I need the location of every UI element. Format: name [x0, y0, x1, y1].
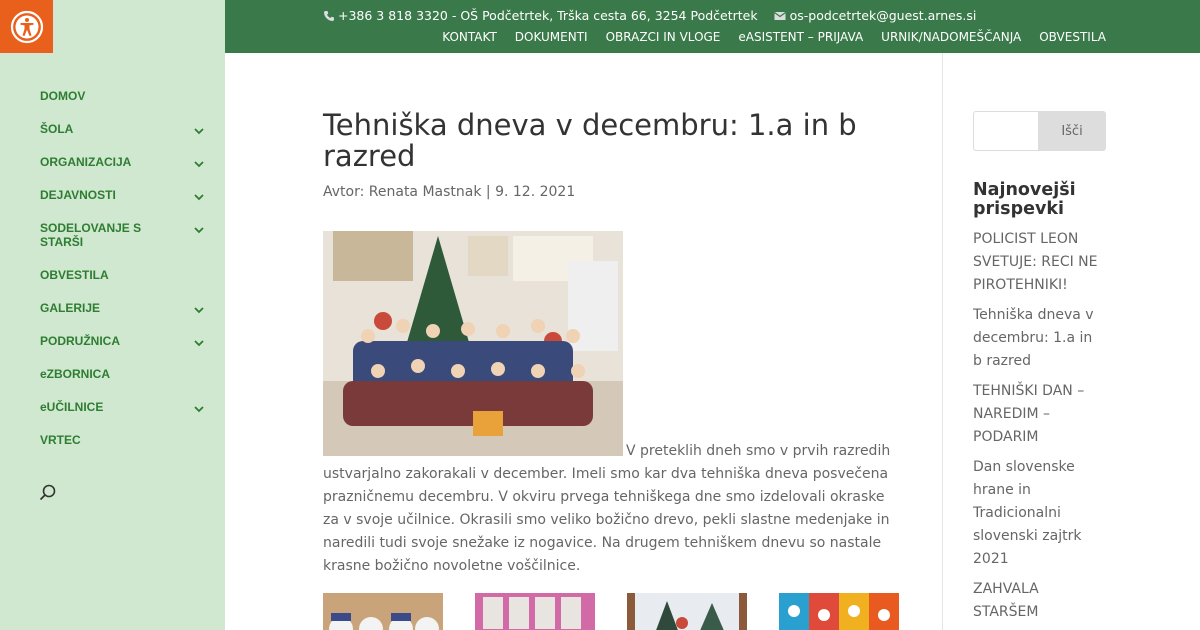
- nav-item-ezbornica[interactable]: [40, 367, 210, 400]
- recent-post-link[interactable]: POLICIST LEON SVETUJE: RECI NE PIROTEHNIKI!: [973, 231, 1098, 293]
- nav-item-sodelovanje[interactable]: [40, 221, 210, 268]
- contact-info: [323, 8, 976, 23]
- recent-post-link[interactable]: Dan slovenske hrane in Tradicionalni slovenski zajtrk 2021: [973, 459, 1082, 567]
- chevron-down-icon[interactable]: [194, 157, 204, 171]
- nav-item-label: OBVESTILA: [40, 268, 109, 282]
- nav-item-podruznica[interactable]: [40, 334, 210, 367]
- nav-item-dejavnosti[interactable]: [40, 188, 210, 221]
- nav-item-label: DOMOV: [40, 89, 86, 103]
- nav-item-label: DEJAVNOSTI: [40, 188, 116, 202]
- nav-item-galerije[interactable]: [40, 301, 210, 334]
- gallery: [323, 593, 899, 630]
- post-body: V preteklih dneh smo v prvih razredih ustvarjalno zakorakali v december. Imeli smo kar dva tehniška dneva posvečena prazničnemu decembru. V okviru prvega tehniškega dne smo izdelovali okraske za v svoje učilnice. Okrasili smo veliko božično drevo, pekli slastne medenjake in naredili tudi svoje snežake iz nogavice. Na drugem tehniškem dnevu so nastale krasne božično novoletne voščilnice.: [323, 443, 891, 574]
- search-input[interactable]: [973, 111, 1038, 151]
- accessibility-button[interactable]: [0, 0, 53, 53]
- main-nav: [40, 89, 210, 466]
- nav-item-label: VRTEC: [40, 433, 81, 447]
- search-form: [973, 111, 1106, 151]
- nav-item-label: SODELOVANJE S STARŠI: [40, 221, 142, 249]
- post-meta: [323, 184, 903, 200]
- nav-item-sola[interactable]: [40, 122, 210, 155]
- email-link[interactable]: os-podcetrtek@guest.arnes.si: [789, 8, 977, 23]
- envelope-icon: [774, 11, 786, 21]
- top-header: [225, 0, 1200, 53]
- topnav-kontakt[interactable]: KONTAKT: [442, 30, 497, 44]
- recent-post-link[interactable]: ZAHVALA STARŠEM: [973, 581, 1039, 620]
- top-nav: [442, 30, 1106, 44]
- recent-posts-list: [973, 228, 1103, 630]
- post-date: 9. 12. 2021: [495, 184, 576, 200]
- topnav-easistent[interactable]: eASISTENT – PRIJAVA: [738, 30, 864, 44]
- nav-item-organizacija[interactable]: [40, 155, 210, 188]
- recent-post-link[interactable]: Tehniška dneva v decembru: 1.a in b razred: [973, 307, 1094, 369]
- post-header: [323, 110, 903, 200]
- search-button[interactable]: Išči: [1038, 111, 1106, 151]
- nav-item-label: eUČILNICE: [40, 400, 104, 414]
- chevron-down-icon[interactable]: [194, 124, 204, 138]
- class-photo[interactable]: [323, 231, 623, 456]
- recent-post-link[interactable]: TEHNIŠKI DAN – NAREDIM – PODARIM: [973, 383, 1085, 445]
- chevron-down-icon[interactable]: [194, 336, 204, 350]
- search-icon[interactable]: [38, 483, 58, 507]
- nav-item-label: GALERIJE: [40, 301, 101, 315]
- nav-item-eucilnice[interactable]: [40, 400, 210, 433]
- nav-item-domov[interactable]: [40, 89, 210, 122]
- gallery-thumb[interactable]: [475, 593, 595, 630]
- gallery-thumb[interactable]: [323, 593, 443, 630]
- phone-icon: [323, 10, 335, 22]
- topnav-urnik[interactable]: URNIK/NADOMEŠČANJA: [881, 30, 1022, 44]
- chevron-down-icon[interactable]: [194, 402, 204, 416]
- post-title: Tehniška dneva v decembru: 1.a in b razred: [323, 108, 857, 173]
- contact-text: +386 3 818 3320 - OŠ Podčetrtek, Trška cesta 66, 3254 Podčetrtek: [338, 8, 758, 23]
- chevron-down-icon[interactable]: [194, 303, 204, 317]
- nav-item-obvestila[interactable]: [40, 268, 210, 301]
- gallery-thumb[interactable]: [779, 593, 899, 630]
- chevron-down-icon[interactable]: [194, 190, 204, 204]
- topnav-dokumenti[interactable]: DOKUMENTI: [514, 30, 588, 44]
- nav-item-label: ORGANIZACIJA: [40, 155, 132, 169]
- author-link[interactable]: Renata Mastnak: [368, 184, 482, 200]
- nav-item-label: PODRUŽNICA: [40, 334, 120, 348]
- topnav-obrazci[interactable]: OBRAZCI IN VLOGE: [605, 30, 721, 44]
- sidebar: [0, 0, 225, 630]
- accessibility-icon: [10, 10, 44, 44]
- gallery-thumb[interactable]: [627, 593, 747, 630]
- topnav-obvestila[interactable]: OBVESTILA: [1039, 30, 1106, 44]
- column-divider: [942, 53, 943, 630]
- nav-item-vrtec[interactable]: [40, 433, 210, 466]
- nav-item-label: ŠOLA: [40, 122, 74, 136]
- meta-separator: |: [481, 184, 496, 200]
- nav-item-label: eZBORNICA: [40, 367, 111, 381]
- recent-posts-title: Najnovejši prispevki: [973, 180, 1076, 219]
- meta-prefix: Avtor:: [323, 184, 369, 200]
- chevron-down-icon[interactable]: [194, 223, 204, 237]
